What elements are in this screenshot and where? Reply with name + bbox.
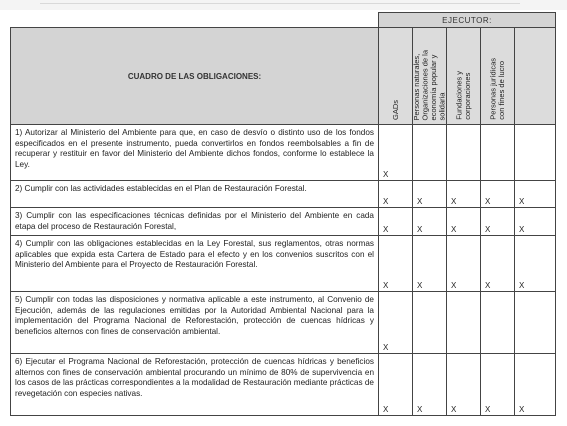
table-row [11, 208, 556, 236]
mark-cell [515, 292, 556, 354]
mark: X [519, 197, 525, 206]
column-header-label: Personas jurídicas con fines de lucro [488, 58, 506, 120]
mark-cell [481, 125, 515, 181]
mark-cell [481, 292, 515, 354]
mark: X [519, 405, 525, 415]
table-title: CUADRO DE LAS OBLIGACIONES: [11, 28, 379, 125]
obligation-text: 1) Autorizar al Ministerio del Ambiente para que, en caso de desvío o distinto uso de los fondos especificados en el presente instrumento, pueda convertirlos en fondos reembolsables a fin de recuperar y restituir en favor del Ministerio del Ambiente dichos fondos, conforme lo establece la Ley. [11, 125, 379, 181]
table-row [11, 292, 556, 354]
faint-header-line [40, 3, 520, 4]
mark-cell [481, 354, 515, 416]
page-top-strip [0, 0, 567, 10]
table-row [11, 236, 556, 292]
mark-cell [413, 236, 447, 292]
mark-cell [481, 236, 515, 292]
mark: X [519, 281, 525, 291]
column-header-label: Fundaciones y corporaciones [454, 71, 472, 120]
mark: X [417, 405, 423, 415]
mark-cell [413, 208, 447, 236]
mark-cell [515, 208, 556, 236]
mark-cell [379, 208, 413, 236]
table-row [11, 125, 556, 181]
mark: X [485, 225, 491, 235]
mark-cell [447, 236, 481, 292]
column-header-fundaciones [447, 28, 481, 125]
mark-cell [515, 125, 556, 181]
mark: X [417, 197, 423, 206]
column-header-label: Personas naturales, Organizaciones de la economía popular y solidaria [411, 49, 446, 120]
mark-cell [379, 236, 413, 292]
mark-cell [413, 354, 447, 416]
mark: X [451, 281, 457, 291]
mark-cell [379, 181, 413, 208]
mark: X [383, 225, 389, 235]
column-header-row [11, 28, 556, 125]
column-header-personas-juridicas [481, 28, 515, 125]
mark-cell [447, 125, 481, 181]
executor-header: EJECUTOR: [379, 13, 556, 28]
mark-cell [413, 125, 447, 181]
mark: X [451, 405, 457, 415]
mark: X [383, 281, 389, 291]
mark-cell [447, 208, 481, 236]
column-header-label: GADs [390, 99, 400, 120]
mark-cell [379, 125, 413, 181]
mark-cell [413, 292, 447, 354]
mark-cell [481, 181, 515, 208]
column-header-personas-naturales [413, 28, 447, 125]
mark-cell [447, 292, 481, 354]
mark: X [417, 281, 423, 291]
mark-cell [447, 354, 481, 416]
obligation-text: 2) Cumplir con las actividades establecidas en el Plan de Restauración Forestal. [11, 181, 379, 208]
column-header-extra [515, 28, 556, 125]
executor-row [11, 13, 556, 28]
mark: X [519, 225, 525, 235]
obligation-text: 5) Cumplir con todas las disposiciones y normativa aplicable a este instrumento, al Convenio de Ejecución, además de las regulaciones emitidas por la Autoridad Ambiental Nacional para la implementación del Programa Nacional de Reforestación, protección de cuencas hídricas y beneficios alternos con fines de conservación ambiental. [11, 292, 379, 354]
mark-cell [515, 354, 556, 416]
obligations-table [10, 12, 556, 416]
mark: X [383, 170, 389, 179]
mark-cell [379, 292, 413, 354]
mark-cell [515, 181, 556, 208]
mark-cell [379, 354, 413, 416]
obligation-text: 4) Cumplir con las obligaciones establecidas en la Ley Forestal, sus reglamentos, otras normas aplicables que expida esta Cartera de Estado para el efecto y en los convenios suscritos con el Ministerio del Ambiente para el Proyecto de Restauración Forestal. [11, 236, 379, 292]
mark-cell [447, 181, 481, 208]
table-row [11, 181, 556, 208]
mark: X [485, 281, 491, 291]
mark: X [383, 405, 389, 415]
column-header-gads [379, 28, 413, 125]
mark: X [485, 405, 491, 415]
mark: X [485, 197, 491, 206]
mark: X [383, 197, 389, 206]
mark: X [417, 225, 423, 235]
mark-cell [413, 181, 447, 208]
mark: X [451, 197, 457, 206]
table-row [11, 354, 556, 416]
obligation-text: 6) Ejecutar el Programa Nacional de Reforestación, protección de cuencas hídricas y beneficios alternos con fines de conservación ambiental procurando un mínimo de 80% de supervivencia en los casos de las prácticas correspondientes a la modalidad de Restauración mediante prácticas de revegetación con especies nativas. [11, 354, 379, 416]
mark-cell [481, 208, 515, 236]
blank-corner [11, 13, 379, 28]
mark-cell [515, 236, 556, 292]
obligation-text: 3) Cumplir con las especificaciones técnicas definidas por el Ministerio del Ambiente en cada etapa del proceso de Restauración Forestal, [11, 208, 379, 236]
mark: X [383, 343, 389, 353]
mark: X [451, 225, 457, 235]
